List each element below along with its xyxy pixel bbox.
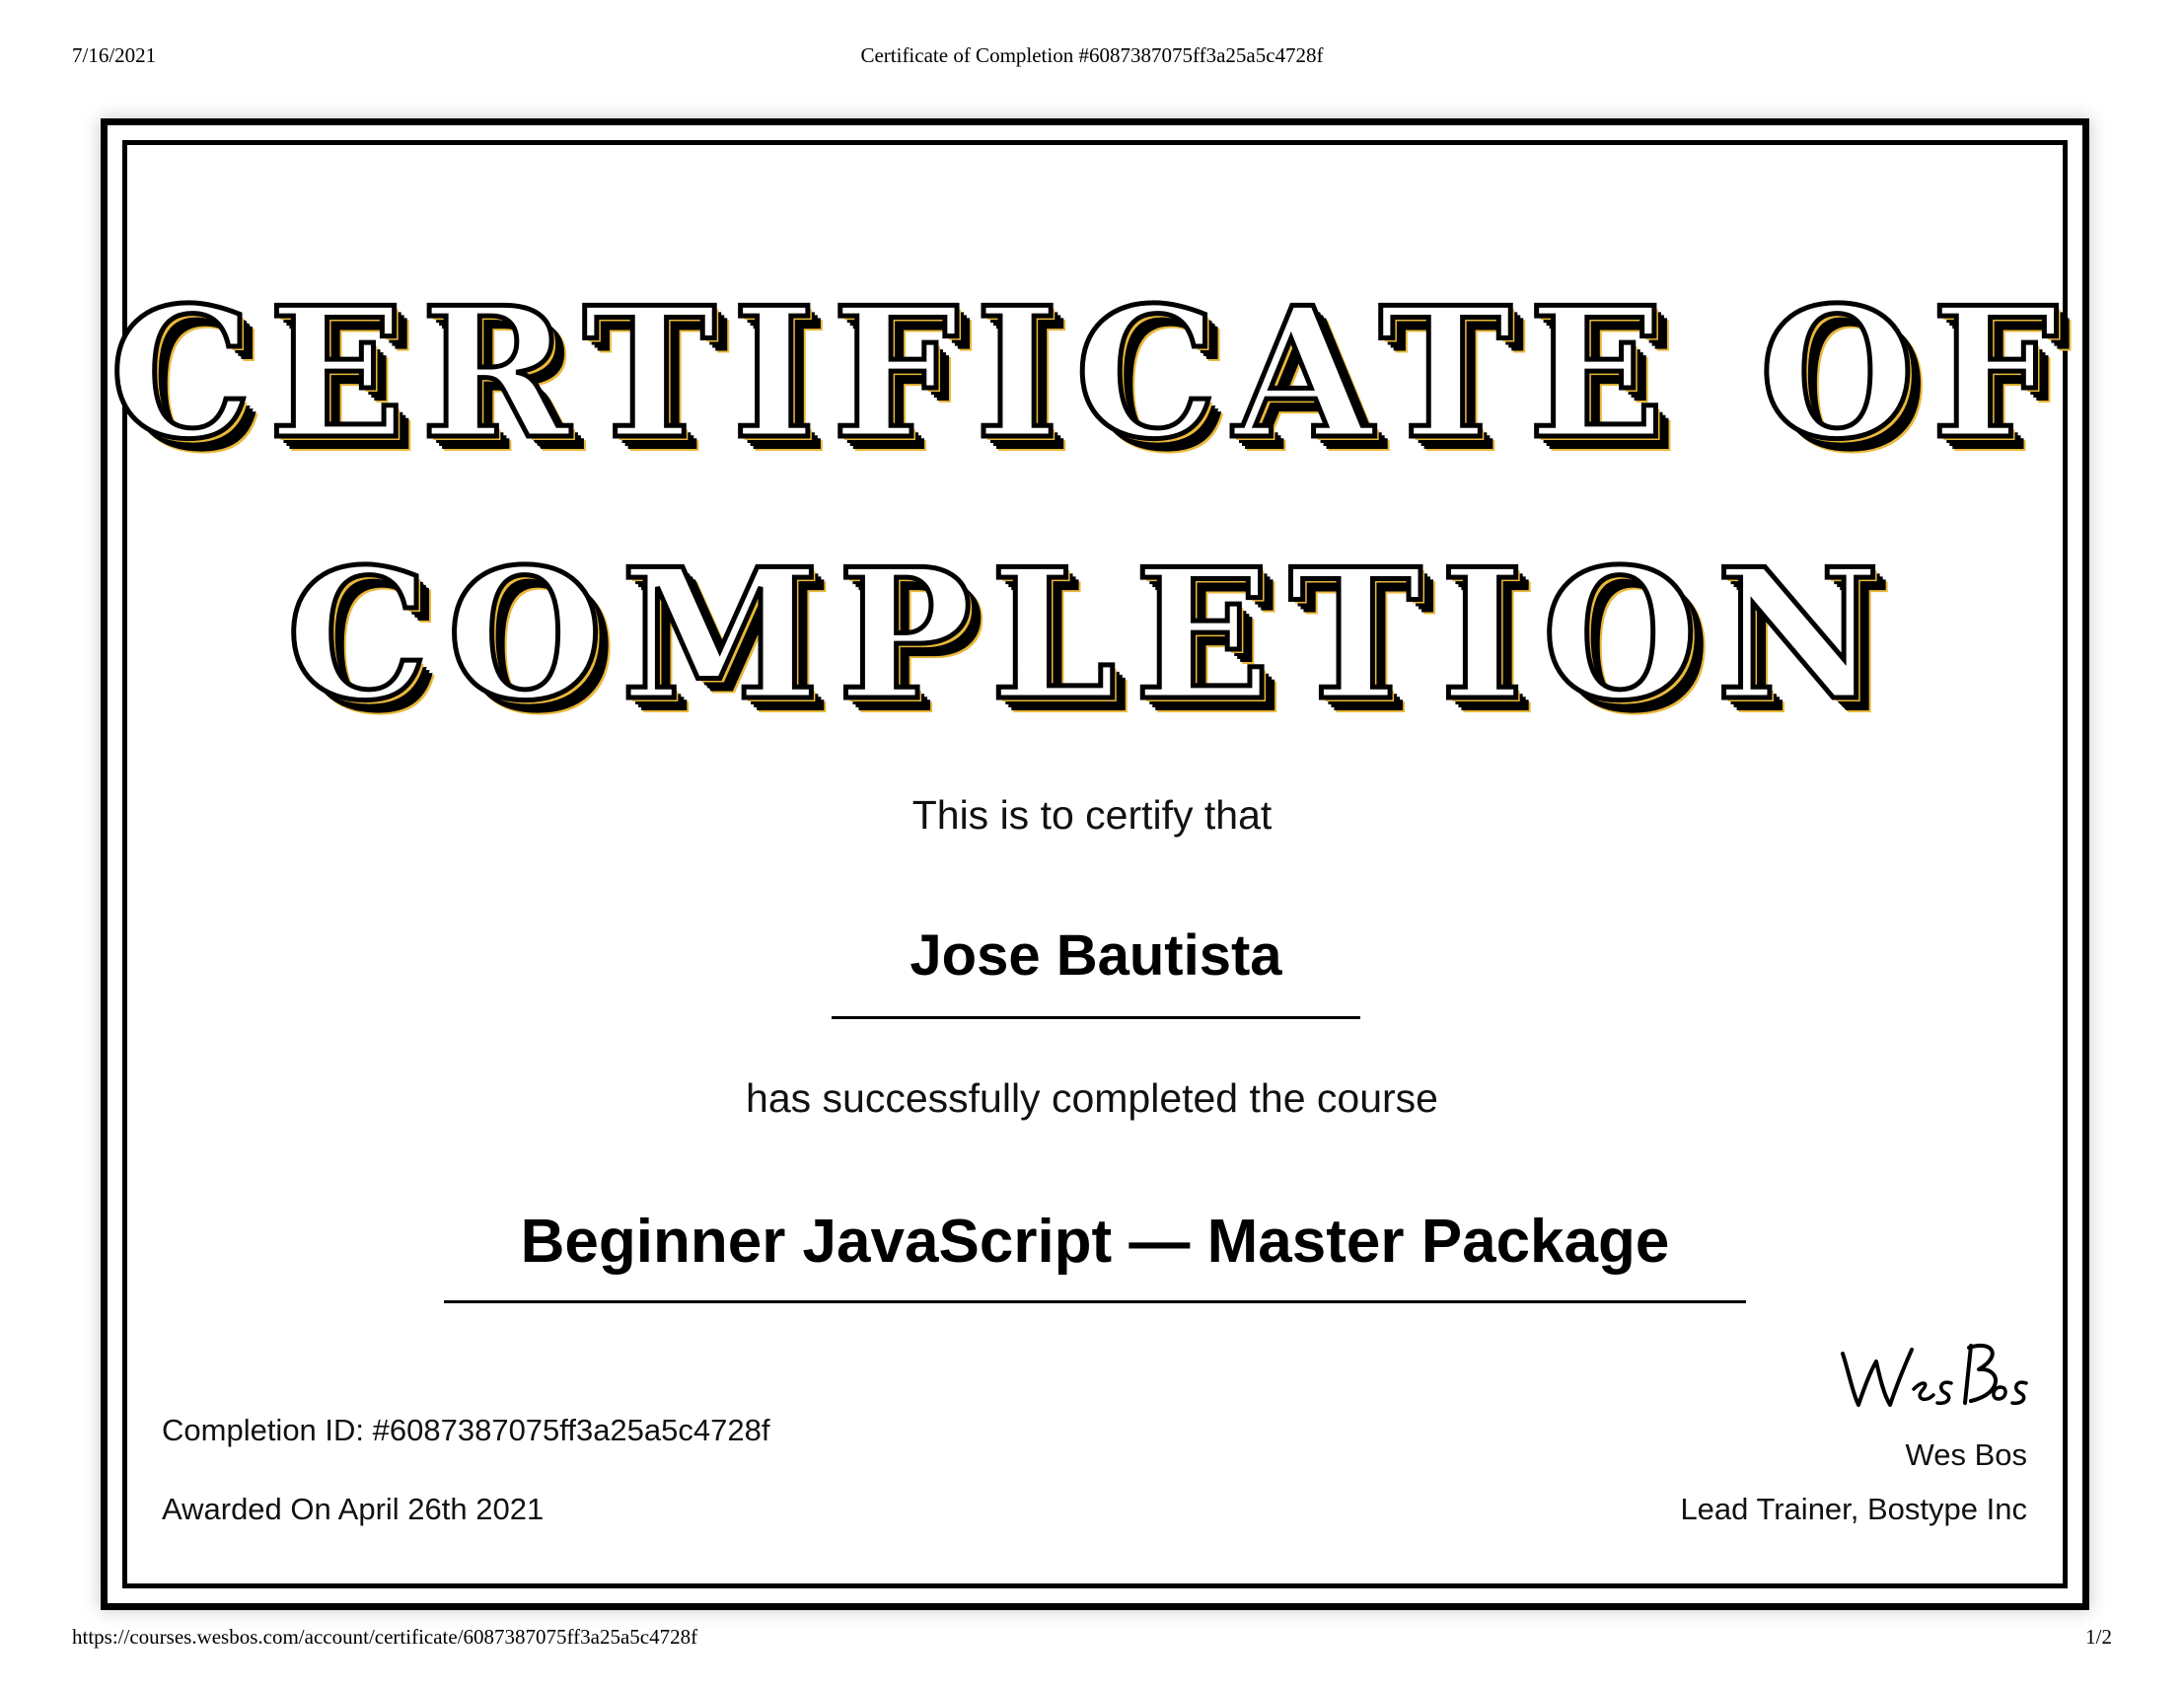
course-name: Beginner JavaScript — Master Package (520, 1208, 1670, 1276)
print-page-number: 1/2 (2085, 1625, 2112, 1649)
signer-name: Wes Bos (1905, 1437, 2027, 1472)
recipient-name: Jose Bautista (910, 923, 1282, 988)
course-name-underline (444, 1300, 1746, 1303)
recipient-name-underline (832, 1016, 1360, 1019)
signer-role: Lead Trainer, Bostype Inc (1680, 1492, 2027, 1526)
print-page-title: Certificate of Completion #6087387075ff3a25a5c4728f (860, 43, 1324, 67)
completed-text: has successfully completed the course (746, 1075, 1438, 1121)
awarded-on-date: Awarded On April 26th 2021 (162, 1492, 545, 1526)
print-url: https://courses.wesbos.com/account/certificate/6087387075ff3a25a5c4728f (72, 1625, 698, 1649)
print-footer (0, 1625, 2184, 1654)
certify-text: This is to certify that (911, 792, 1273, 838)
print-header (0, 43, 2184, 73)
certificate-title-line-2: COMPLETION (286, 529, 1898, 740)
completion-id: Completion ID: #6087387075ff3a25a5c4728f (162, 1413, 770, 1447)
print-date: 7/16/2021 (72, 43, 157, 67)
signature-icon (1835, 1332, 2032, 1421)
certificate-title-line-1: CERTIFICATE OF (109, 267, 2075, 478)
